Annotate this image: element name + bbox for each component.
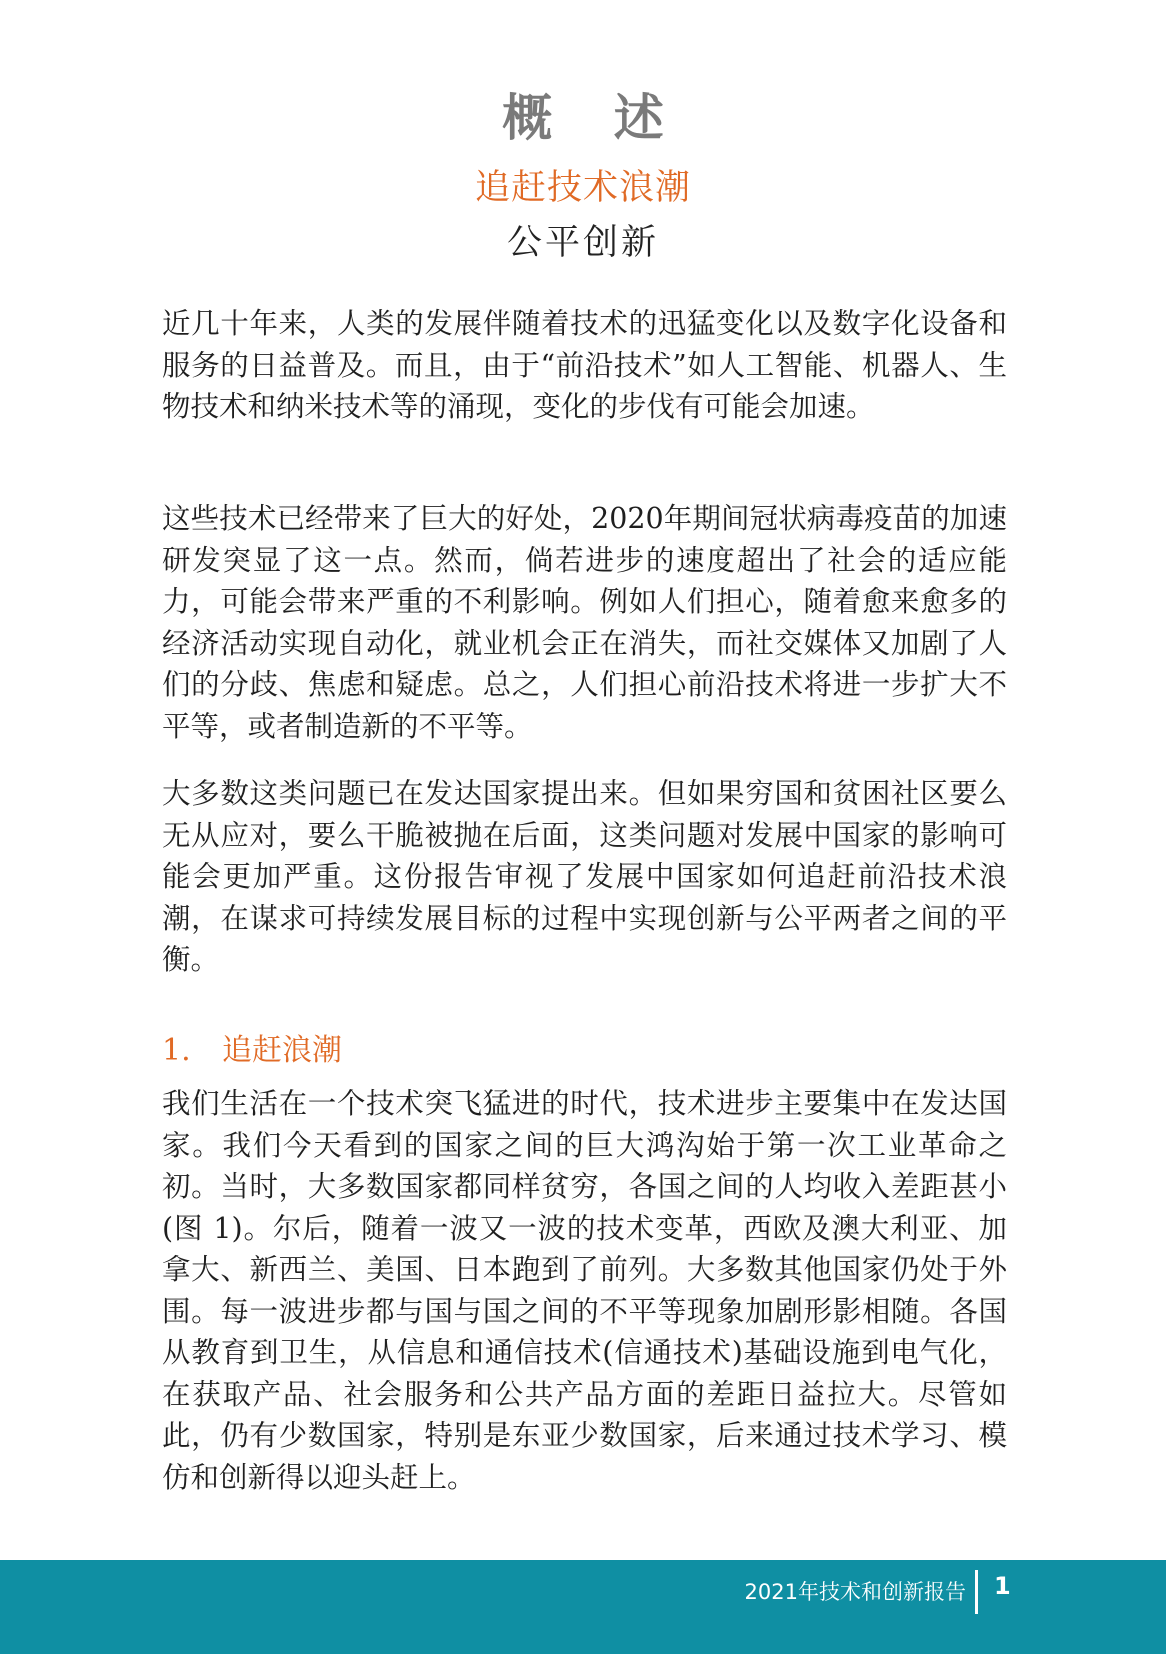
section-number: 1. bbox=[162, 1033, 191, 1068]
footer-divider bbox=[975, 1570, 978, 1614]
section-title: 追赶浪潮 bbox=[222, 1033, 342, 1068]
footer-report-title: 2021年技术和创新报告 bbox=[744, 1580, 966, 1604]
intro-paragraph-2 bbox=[162, 498, 1007, 771]
paragraph-text: 大多数这类问题已在发达国家提出来。但如果穷国和贫困社区要么无从应对，要么干脆被抛在后面，这类问题对发展中国家的影响可能会更加严重。这份报告审视了发展中国家如何追赶前沿技术浪潮，在谋求可持续发展目标的过程中实现创新与公平两者之间的平衡。 bbox=[162, 777, 1007, 976]
intro-paragraph-1 bbox=[162, 303, 1007, 452]
page-title: 概 述 bbox=[502, 89, 686, 147]
footer-band bbox=[0, 1560, 1166, 1654]
paragraph-text: 这些技术已经带来了巨大的好处，2020年期间冠状病毒疫苗的加速研发突显了这一点。然而，倘若进步的速度超出了社会的适应能力，可能会带来严重的不利影响。例如人们担心，随着愈来愈多的经济活动实现自动化，就业机会正在消失，而社交媒体又加剧了人们的分歧、焦虑和疑虑。总之，人们担心前沿技术将进一步扩大不平等，或者制造新的不平等。 bbox=[162, 502, 1007, 743]
page-tagline: 公平创新 bbox=[506, 223, 659, 263]
section-heading bbox=[162, 1025, 342, 1069]
section-paragraph bbox=[162, 1083, 1007, 1522]
intro-paragraph-3 bbox=[162, 773, 1007, 1005]
page-subtitle: 追赶技术浪潮 bbox=[474, 168, 691, 208]
paragraph-text: 我们生活在一个技术突飞猛进的时代，技术进步主要集中在发达国家。我们今天看到的国家之间的巨大鸿沟始于第一次工业革命之初。当时，大多数国家都同样贫穷，各国之间的人均收入差距甚小(图 1)。尔后，随着一波又一波的技术变革，西欧及澳大利亚、加拿大、新西兰、美国、日本跑到了前列。大多数其他国家仍处于外围。每一波进步都与国与国之间的不平等现象加剧形影相随。各国从教育到卫生，从信息和通信技术(信通技术)基础设施到电气化，在获取产品、社会服务和公共产品方面的差距日益拉大。尽管如此，仍有少数国家，特别是东亚少数国家，后来通过技术学习、模仿和创新得以迎头赶上。 bbox=[162, 1087, 1007, 1494]
paragraph-text: 近几十年来，人类的发展伴随着技术的迅猛变化以及数字化设备和服务的日益普及。而且，由于“前沿技术”如人工智能、机器人、生物技术和纳米技术等的涌现，变化的步伐有可能会加速。 bbox=[162, 307, 1007, 423]
page-number: 1 bbox=[994, 1572, 1011, 1600]
